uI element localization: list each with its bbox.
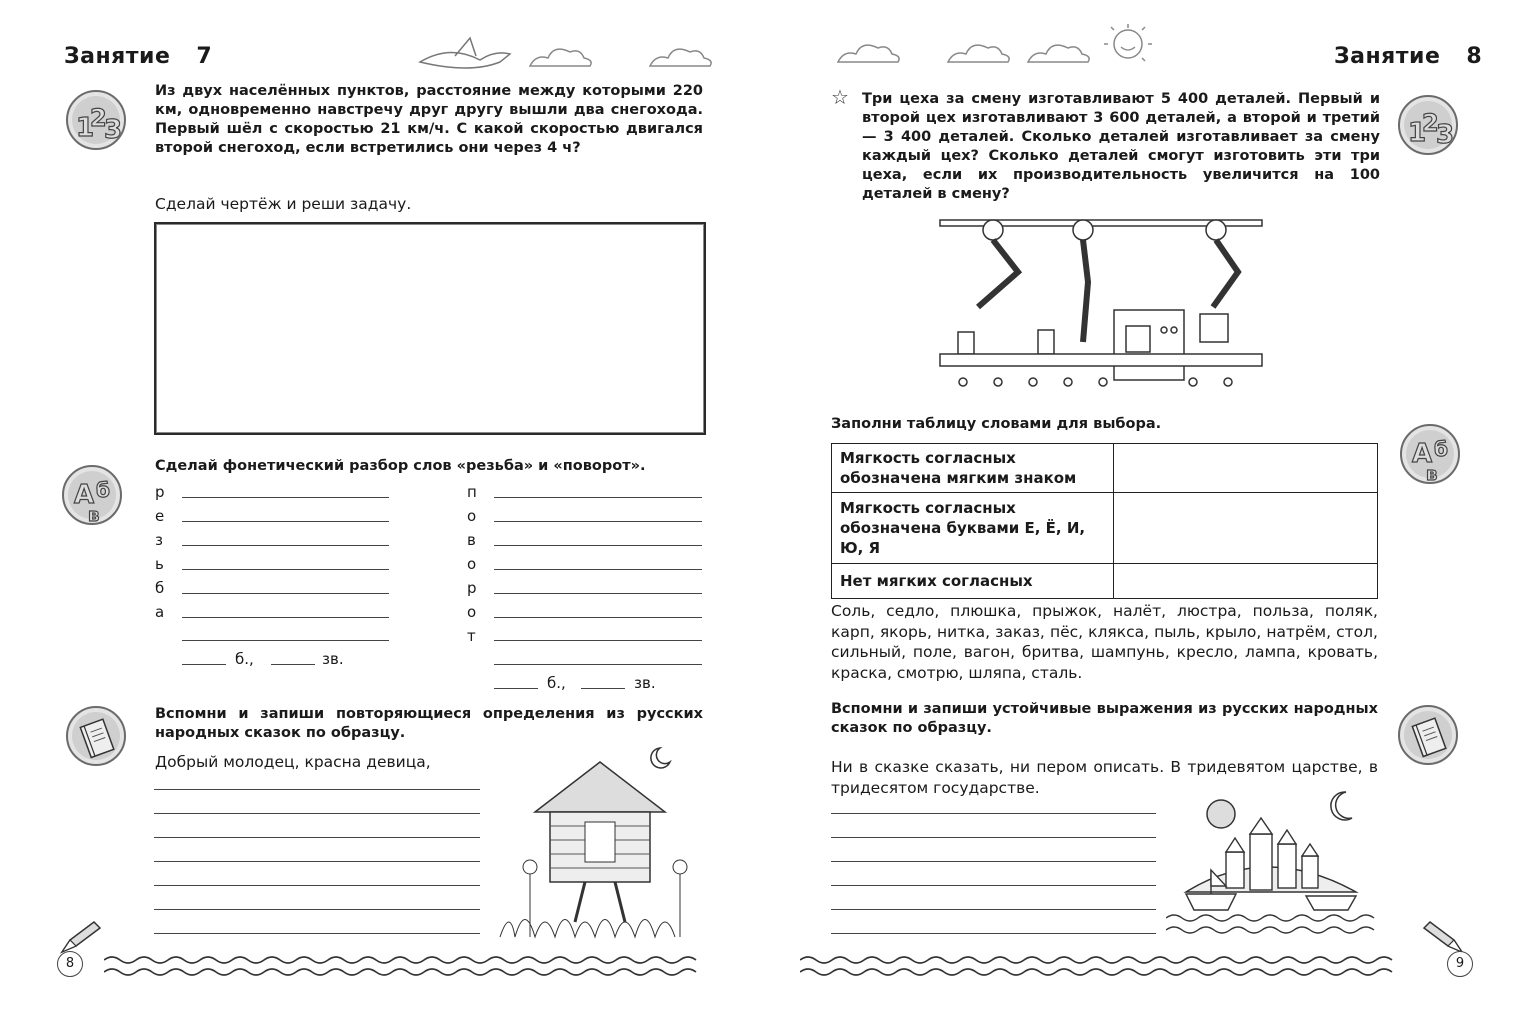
word1-letter: а: [155, 603, 165, 621]
svg-text:б: б: [96, 478, 110, 502]
page-number-8: 8: [57, 951, 83, 977]
table-answer-cell[interactable]: [1114, 493, 1378, 564]
lesson-label: Занятие: [1334, 44, 1441, 69]
table-row-label: Мягкость согласных обозначена мягким знаком: [832, 444, 1114, 493]
answer-line[interactable]: [182, 521, 389, 522]
star-icon: ☆: [831, 85, 849, 109]
math-badge-icon: [1398, 95, 1458, 155]
table-answer-cell[interactable]: [1114, 444, 1378, 493]
answer-line[interactable]: [154, 813, 480, 814]
word2-letter: о: [467, 507, 477, 525]
lesson-7-title: [64, 44, 212, 69]
table-row: [832, 564, 1378, 599]
word1-letter: р: [155, 483, 165, 501]
word2-letter: в: [467, 531, 476, 549]
bird-clouds-illustration: [410, 34, 770, 76]
answer-line[interactable]: [831, 837, 1156, 838]
svg-text:в: в: [88, 505, 100, 526]
sounds-count-label: зв.: [634, 674, 656, 692]
word2-letter: р: [467, 579, 477, 597]
pencil-icon: [54, 918, 104, 958]
word2-letter: о: [467, 603, 477, 621]
answer-line[interactable]: [494, 497, 702, 498]
answer-line[interactable]: [831, 861, 1156, 862]
word2-letter: т: [467, 627, 476, 645]
svg-text:2: 2: [90, 104, 107, 132]
hut-on-chicken-legs-illustration: [495, 742, 705, 942]
answer-line[interactable]: [831, 933, 1156, 934]
folk-task-text: Вспомни и запиши повторяющиеся определения из русских народных сказок по образцу.: [155, 706, 703, 741]
page-number-9: 9: [1447, 951, 1473, 977]
answer-line[interactable]: [831, 909, 1156, 910]
answer-line[interactable]: [182, 569, 389, 570]
answer-line[interactable]: [154, 861, 480, 862]
answer-line[interactable]: [494, 545, 702, 546]
language-badge-icon: [62, 465, 122, 525]
letters-count-label: б.,: [235, 650, 254, 668]
phrase-example: Ни в сказке сказать, ни пером описать. В тридевятом царстве, в тридесятом государстве.: [831, 758, 1378, 797]
svg-text:б: б: [1434, 437, 1448, 461]
lesson-number: 8: [1466, 44, 1483, 69]
svg-text:в: в: [1426, 464, 1438, 485]
letters-count-label: б.,: [547, 674, 566, 692]
answer-line[interactable]: [154, 789, 480, 790]
answer-line[interactable]: [182, 497, 389, 498]
answer-line[interactable]: [154, 909, 480, 910]
answer-line[interactable]: [182, 593, 389, 594]
answer-line[interactable]: [494, 617, 702, 618]
words-list: Соль, седло, плюшка, прыжок, налёт, люстра, польза, поляк, карп, якорь, нитка, заказ, пёс, клякса, пыль, крыло, натрём, стол, сильный, поле, вагон, бритва, шампунь, кресло, лампа, кровать, краска, смотрю, шляпа, сталь.: [831, 602, 1378, 682]
phonetic-task-text: Сделай фонетический разбор слов «резьба» и «поворот».: [155, 458, 646, 474]
lesson-label: Занятие: [64, 44, 171, 69]
sound-count-blank[interactable]: [494, 688, 538, 689]
answer-line[interactable]: [182, 640, 389, 641]
word2-letter: о: [467, 555, 477, 573]
answer-line[interactable]: [494, 664, 702, 665]
answer-line[interactable]: [831, 885, 1156, 886]
word1-letter: е: [155, 507, 165, 525]
math-instruction: Сделай чертёж и реши задачу.: [155, 195, 412, 213]
book-badge-icon: [66, 706, 126, 766]
answer-line[interactable]: [494, 569, 702, 570]
sound-count-blank[interactable]: [581, 688, 625, 689]
sound-count-blank[interactable]: [182, 664, 226, 665]
table-task-text: Заполни таблицу словами для выбора.: [831, 416, 1162, 432]
svg-text:2: 2: [1422, 109, 1439, 137]
math-task-text: Три цеха за смену изготавливают 5 400 деталей. Первый и второй цех изготавливают 3 600 деталей, а второй и третий — 3 400 деталей. Сколько деталей изготавливает за смену каждый цех? Сколько деталей смогут изготовить эти три цеха, если их производительность увеличится на 100 деталей в смену?: [862, 91, 1380, 202]
right-page: [768, 0, 1536, 1033]
word1-letter: б: [155, 579, 165, 597]
table-row-label: Нет мягких согласных: [832, 564, 1114, 599]
answer-line[interactable]: [154, 837, 480, 838]
language-badge-icon: [1400, 424, 1460, 484]
svg-text:А: А: [1412, 439, 1433, 469]
sound-count-blank[interactable]: [271, 664, 315, 665]
answer-line[interactable]: [182, 617, 389, 618]
sounds-count-label: зв.: [322, 650, 344, 668]
table-row-label: Мягкость согласных обозначена буквами Е, Ё, И, Ю, Я: [832, 493, 1114, 564]
decorative-waves: [104, 952, 704, 980]
castle-island-illustration: [1166, 782, 1378, 940]
choice-table: [831, 443, 1378, 599]
decorative-waves: [800, 952, 1400, 980]
book-badge-icon: [1398, 705, 1458, 765]
math-task-text: Из двух населённых пунктов, расстояние между которыми 220 км, одновременно навстречу друг другу вышли два снегохода. Первый шёл с скоростью 21 км/ч. С какой скоростью двигался второй снегоход, если встретились они через 4 ч?: [155, 83, 703, 156]
answer-line[interactable]: [154, 933, 480, 934]
word1-letter: ь: [155, 555, 164, 573]
answer-line[interactable]: [494, 593, 702, 594]
lesson-8-title: [1334, 44, 1482, 69]
phrase-task-text: Вспомни и запиши устойчивые выражения из русских народных сказок по образцу.: [831, 701, 1378, 736]
math-badge-icon: [66, 90, 126, 150]
folk-example: Добрый молодец, красна девица,: [155, 753, 431, 771]
word2-letter: п: [467, 483, 477, 501]
word1-letter: з: [155, 531, 163, 549]
answer-line[interactable]: [182, 545, 389, 546]
svg-text:1: 1: [1408, 118, 1427, 148]
answer-line[interactable]: [154, 885, 480, 886]
svg-text:3: 3: [1436, 120, 1455, 150]
answer-line[interactable]: [494, 521, 702, 522]
table-answer-cell[interactable]: [1114, 564, 1378, 599]
svg-text:3: 3: [104, 115, 123, 145]
clouds-sun-illustration: [828, 22, 1198, 78]
svg-text:1: 1: [76, 113, 95, 143]
drawing-area[interactable]: [154, 222, 706, 435]
table-row: [832, 444, 1378, 493]
answer-line[interactable]: [494, 640, 702, 641]
answer-line[interactable]: [831, 813, 1156, 814]
lesson-number: 7: [196, 44, 213, 69]
table-row: [832, 493, 1378, 564]
svg-text:А: А: [74, 480, 95, 510]
factory-conveyor-illustration: [938, 212, 1268, 394]
